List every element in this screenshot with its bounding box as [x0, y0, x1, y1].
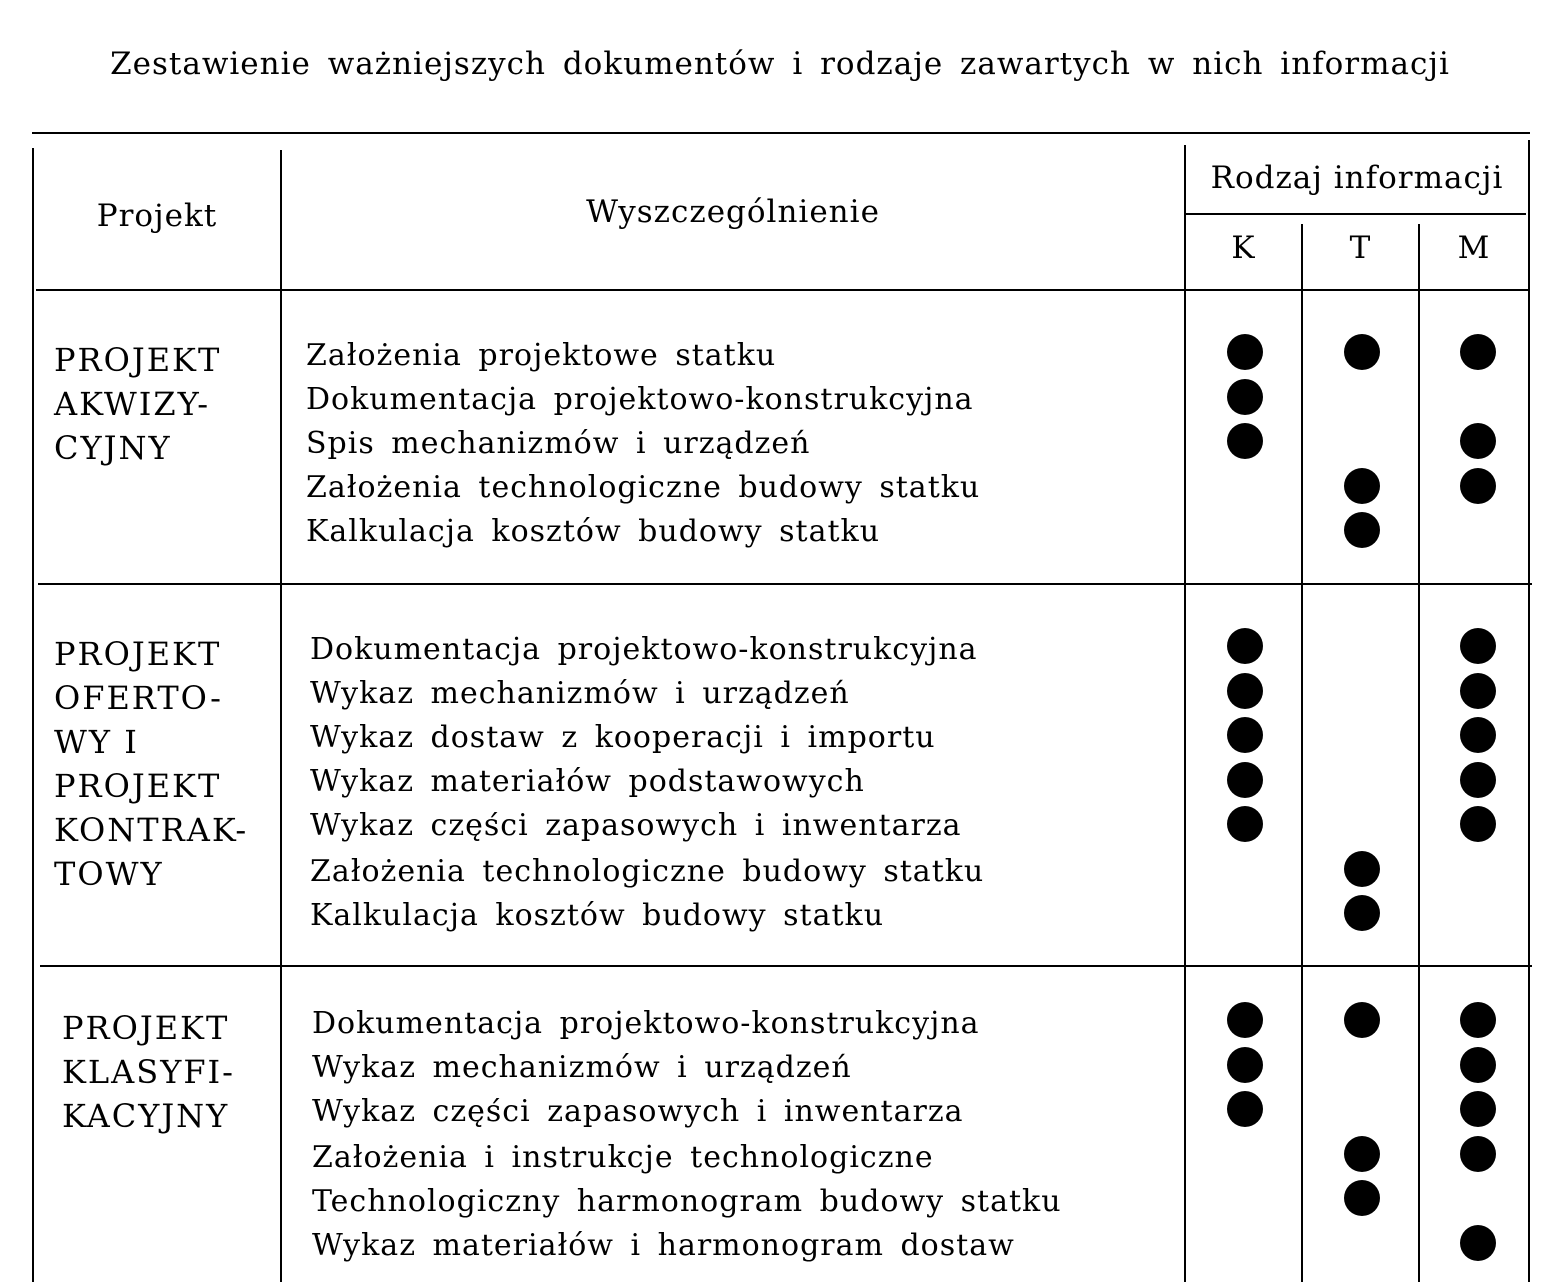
document-item: Spis mechanizmów i urządzeń — [306, 426, 811, 461]
header-t: T — [1349, 230, 1372, 266]
marker-m-dot — [1460, 1091, 1496, 1127]
document-item: Technologiczny harmonogram budowy statku — [312, 1184, 1062, 1219]
project-name-ofertowy-kontraktowy: PROJEKT OFERTO- WY I PROJEKT KONTRAK- TOWY — [54, 635, 249, 893]
marker-m-dot — [1460, 1047, 1496, 1083]
marker-k-dot — [1227, 717, 1263, 753]
marker-k-dot — [1227, 1047, 1263, 1083]
marker-t-dot — [1344, 1002, 1380, 1038]
document-item: Założenia i instrukcje technologiczne — [312, 1140, 934, 1175]
marker-m-dot — [1460, 717, 1496, 753]
marker-m-dot — [1460, 1225, 1496, 1261]
column-divider-t-m — [1418, 224, 1420, 1282]
marker-m-dot — [1460, 468, 1496, 504]
document-item: Wykaz części zapasowych i inwentarza — [310, 808, 962, 843]
document-item: Wykaz mechanizmów i urządzeń — [310, 676, 850, 711]
marker-k-dot — [1227, 806, 1263, 842]
marker-m-dot — [1460, 1002, 1496, 1038]
column-divider-rodzaj — [1184, 145, 1186, 1282]
marker-m-dot — [1460, 423, 1496, 459]
table-right-border — [1528, 140, 1530, 1282]
project-name-klasyfikacyjny: PROJEKT KLASYFI- KACYJNY — [62, 1009, 235, 1135]
marker-m-dot — [1460, 1136, 1496, 1172]
marker-k-dot — [1227, 673, 1263, 709]
header-rodzaj-informacji: Rodzaj informacji — [1210, 160, 1504, 196]
document-item: Kalkulacja kosztów budowy statku — [310, 898, 885, 933]
document-item: Dokumentacja projektowo-konstrukcyjna — [312, 1006, 980, 1041]
header-k: K — [1231, 230, 1256, 266]
table-top-rule — [32, 132, 1530, 134]
marker-k-dot — [1227, 762, 1263, 798]
column-divider-k-t — [1301, 224, 1303, 1282]
marker-m-dot — [1460, 806, 1496, 842]
section-separator — [40, 965, 1532, 967]
document-item: Wykaz mechanizmów i urządzeń — [312, 1050, 852, 1085]
marker-k-dot — [1227, 628, 1263, 664]
page-title: Zestawienie ważniejszych dokumentów i rodzaje zawartych w nich informacji — [110, 46, 1450, 82]
document-item: Założenia technologiczne budowy statku — [310, 854, 985, 889]
marker-t-dot — [1344, 851, 1380, 887]
marker-t-dot — [1344, 895, 1380, 931]
rodzaj-sub-rule — [1186, 213, 1526, 215]
document-item: Wykaz części zapasowych i inwentarza — [312, 1094, 964, 1129]
project-name-akwizycyjny: PROJEKT AKWIZY- CYJNY — [54, 341, 222, 467]
marker-t-dot — [1344, 512, 1380, 548]
document-item: Wykaz materiałów i harmonogram dostaw — [312, 1228, 1015, 1263]
header-wyszczegolnienie: Wyszczególnienie — [586, 194, 880, 230]
document-item: Kalkulacja kosztów budowy statku — [306, 514, 881, 549]
marker-m-dot — [1460, 334, 1496, 370]
document-item: Wykaz materiałów podstawowych — [310, 764, 865, 799]
marker-t-dot — [1344, 1136, 1380, 1172]
document-item: Dokumentacja projektowo-konstrukcyjna — [306, 382, 974, 417]
marker-m-dot — [1460, 673, 1496, 709]
marker-k-dot — [1227, 423, 1263, 459]
header-bottom-rule — [36, 289, 1530, 291]
document-item: Założenia technologiczne budowy statku — [306, 470, 981, 505]
marker-m-dot — [1460, 762, 1496, 798]
document-item: Dokumentacja projektowo-konstrukcyjna — [310, 632, 978, 667]
header-projekt: Projekt — [96, 198, 218, 234]
marker-k-dot — [1227, 334, 1263, 370]
document-item: Założenia projektowe statku — [306, 338, 777, 373]
table-left-border — [32, 148, 34, 1282]
document-item: Wykaz dostaw z kooperacji i importu — [310, 720, 936, 755]
marker-k-dot — [1227, 1091, 1263, 1127]
marker-t-dot — [1344, 468, 1380, 504]
header-m: M — [1457, 230, 1491, 266]
marker-k-dot — [1227, 379, 1263, 415]
marker-t-dot — [1344, 1180, 1380, 1216]
marker-k-dot — [1227, 1002, 1263, 1038]
marker-m-dot — [1460, 628, 1496, 664]
section-separator — [38, 583, 1532, 585]
marker-t-dot — [1344, 334, 1380, 370]
